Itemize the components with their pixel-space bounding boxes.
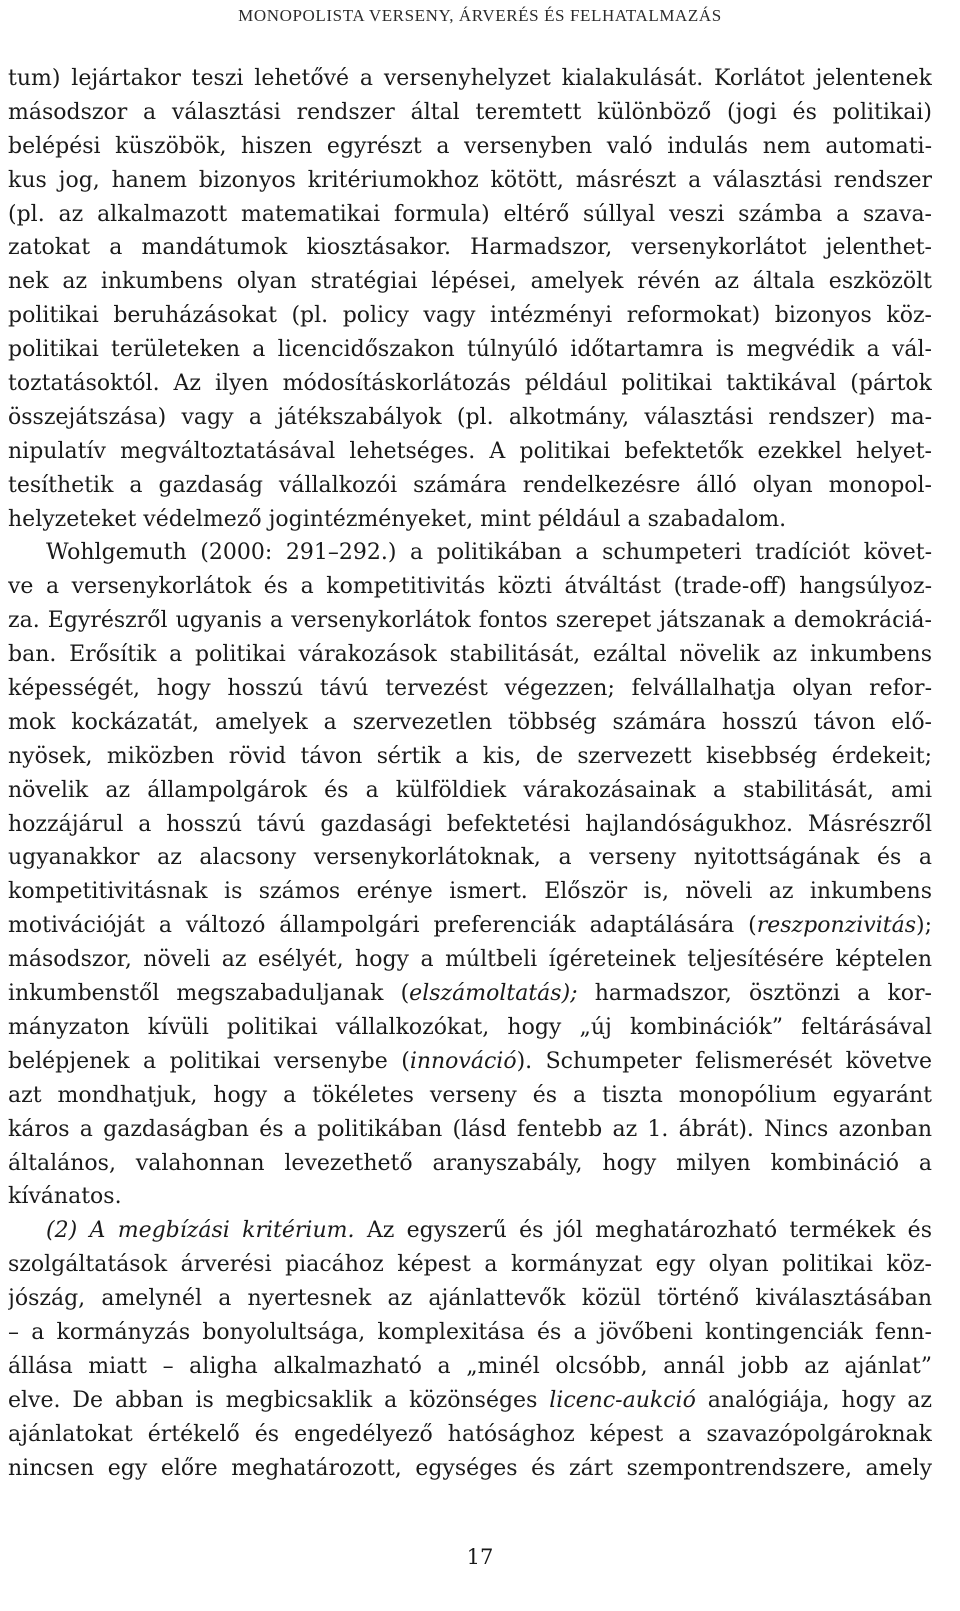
text-line: toztatásoktól. Az ilyen módosításkorlátozás például politikai taktikával (pártok: [8, 371, 932, 397]
text-line-with-italic: [8, 1384, 932, 1418]
italic-term: innováció: [409, 1048, 517, 1074]
text-line: ban. Erősítik a politikai várakozások stabilitását, ezáltal növelik az inkumbens: [8, 642, 932, 668]
text-line-with-italic: [8, 909, 932, 943]
line-text-post: );: [916, 913, 932, 939]
text-line: tum) lejártakor teszi lehetővé a versenyhelyzet kialakulását. Korlátot jelentenek: [8, 66, 932, 91]
line-text-pre: elve. De abban is megbicsaklik a közönséges: [8, 1387, 550, 1413]
text-line: ugyanakkor az alacsony versenykorlátoknak, a verseny nyitottságának és a: [8, 845, 932, 871]
text-line: ajánlatokat értékelő és engedélyező hatósághoz képest a szavazópolgároknak: [8, 1421, 932, 1447]
text-line: nyösek, miközben rövid távon sértik a kis, de szervezett kisebbség érdekeit;: [8, 743, 932, 769]
paragraph-end-line: helyzeteket védelmező jogintézményeket, mint például a szabadalom.: [8, 506, 787, 532]
italic-term: reszponzivitás: [756, 913, 916, 939]
line-text-post: Az egyszerű és jól meghatározható termékek és: [354, 1218, 932, 1244]
text-line: nek az inkumbens olyan stratégiai lépései, amelyek révén az általa eszközölt: [8, 269, 932, 295]
line-text-post: harmadszor, ösztönzi a kor-: [577, 981, 932, 1007]
text-line: szolgáltatások árverési piacához képest a kormányzat egy olyan politikai köz-: [8, 1252, 932, 1278]
text-line-with-italic: [8, 977, 932, 1011]
text-line: nincsen egy előre meghatározott, egységes és zárt szempontrendszere, amely: [8, 1455, 932, 1481]
line-text-post: ). Schumpeter felismerését követve: [516, 1048, 932, 1074]
text-line: tesíthetik a gazdaság vállalkozói számára rendelkezésre álló olyan monopol-: [8, 472, 932, 498]
paragraph-start-line: Wohlgemuth (2000: 291–292.) a politikában a schumpeteri tradíciót követ-: [46, 540, 932, 566]
paragraph-end-line: kívánatos.: [8, 1184, 122, 1210]
italic-term: elszámoltatás);: [409, 981, 578, 1007]
text-line: hozzájárul a hosszú távú gazdasági befektetési hajlandóságukhoz. Másrészről: [8, 811, 932, 837]
text-line: összejátszása) vagy a játékszabályok (pl. alkotmány, választási rendszer) ma-: [8, 404, 932, 430]
line-text-pre: motivációját a változó állampolgári preferenciák adaptálására (: [8, 913, 757, 939]
line-text-pre: belépjenek a politikai versenybe (: [8, 1048, 410, 1074]
text-line: másodszor, növeli az esélyét, hogy a múltbeli ígéreteinek teljesítésére képtelen: [8, 947, 932, 973]
running-header: MONOPOLISTA VERSENY, ÁRVERÉS ÉS FELHATALMAZÁS: [238, 6, 722, 25]
text-line: ve a versenykorlátok és a kompetitivitás közti átváltást (trade-off) hangsúlyoz-: [8, 574, 932, 600]
line-text-pre: inkumbenstől megszabaduljanak (: [8, 981, 410, 1007]
text-line: politikai területeken a licencidőszakon túlnyúló időtartamra is megvédik a vál-: [8, 337, 932, 363]
section-heading-italic: (2) A megbízási kritérium.: [46, 1218, 355, 1244]
text-line: politikai beruházásokat (pl. policy vagy intézményi reformokat) bizonyos köz-: [8, 303, 932, 329]
text-line: belépési küszöbök, hiszen egyrészt a versenyben való indulás nem automati-: [8, 133, 932, 159]
text-line: zatokat a mandátumok kiosztásakor. Harmadszor, versenykorlátot jelenthet-: [8, 235, 932, 261]
text-line: – a kormányzás bonyolultsága, komplexitása és a jövőbeni kontingenciák fenn-: [8, 1319, 932, 1345]
line-text-post: analógiája, hogy az: [695, 1387, 932, 1413]
text-line: másodszor a választási rendszer által teremtett különböző (jogi és politikai): [8, 99, 932, 125]
page-number: 17: [466, 1545, 494, 1569]
text-line: növelik az állampolgárok és a külföldiek várakozásainak a stabilitását, ami: [8, 777, 932, 803]
text-line: állása miatt – aligha alkalmazható a „minél olcsóbb, annál jobb az ajánlat”: [8, 1353, 932, 1379]
text-line: mok kockázatát, amelyek a szervezetlen többség számára hosszú távon elő-: [8, 709, 932, 735]
text-line: kompetitivitásnak is számos erénye ismert. Először is, növeli az inkumbens: [8, 879, 932, 905]
text-line: (pl. az alkalmazott matematikai formula) eltérő súllyal veszi számba a szava-: [8, 201, 932, 227]
italic-term: licenc-aukció: [549, 1387, 696, 1413]
text-line: azt mondhatjuk, hogy a tökéletes verseny és a tiszta monopólium egyaránt: [8, 1082, 932, 1108]
text-line: mányzaton kívüli politikai vállalkozókat, hogy „új kombinációk” feltárásával: [8, 1014, 932, 1040]
text-line: káros a gazdaságban és a politikában (lásd fentebb az 1. ábrát). Nincs azonban: [8, 1116, 932, 1142]
text-line: za. Egyrészről ugyanis a versenykorlátok fontos szerepet játszanak a demokráciá-: [8, 608, 932, 634]
text-line: általános, valahonnan levezethető aranyszabály, hogy milyen kombináció a: [8, 1150, 932, 1176]
text-line: jószág, amelynél a nyertesnek az ajánlattevők közül történő kiválasztásában: [8, 1286, 932, 1312]
text-line: nipulatív megváltoztatásával lehetséges. A politikai befektetők ezekkel helyet-: [8, 438, 932, 464]
text-line: kus jog, hanem bizonyos kritériumokhoz kötött, másrészt a választási rendszer: [8, 167, 932, 193]
text-line-with-italic: [8, 1045, 932, 1079]
section-heading-line: [8, 1214, 932, 1248]
text-line: képességét, hogy hosszú távú tervezést végezzen; felvállalhatja olyan refor-: [8, 676, 932, 702]
body-text: [8, 62, 932, 1485]
